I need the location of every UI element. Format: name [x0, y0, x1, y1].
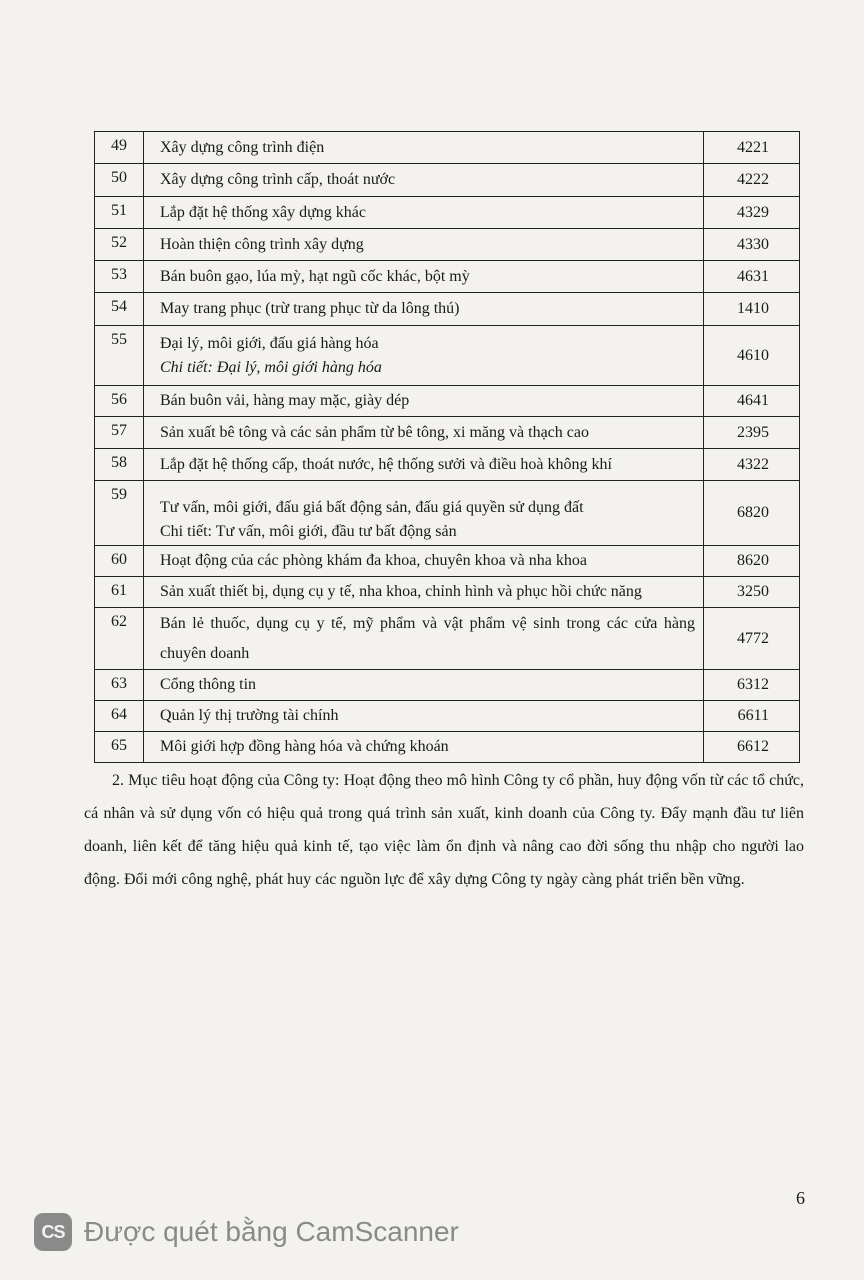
row-code: 6611 [704, 701, 800, 732]
row-number: 64 [95, 701, 144, 732]
table-row [95, 546, 800, 577]
table-row [95, 481, 800, 546]
row-number: 58 [95, 449, 144, 481]
camscanner-logo-icon: CS [34, 1213, 72, 1251]
row-number: 49 [95, 132, 144, 164]
row-number: 63 [95, 670, 144, 701]
table-row [95, 386, 800, 417]
row-code: 2395 [704, 417, 800, 449]
table-row [95, 132, 800, 164]
row-number: 65 [95, 732, 144, 763]
row-description: Môi giới hợp đồng hàng hóa và chứng khoán [144, 732, 704, 763]
row-description: Bán buôn gạo, lúa mỳ, hạt ngũ cốc khác, bột mỳ [144, 261, 704, 293]
table-row [95, 449, 800, 481]
row-code: 4330 [704, 229, 800, 261]
row-detail: Chi tiết: Đại lý, môi giới hàng hóa [160, 358, 382, 376]
table-row [95, 701, 800, 732]
row-description: Xây dựng công trình cấp, thoát nước [144, 164, 704, 197]
row-code: 4221 [704, 132, 800, 164]
row-number: 60 [95, 546, 144, 577]
row-description: Lắp đặt hệ thống cấp, thoát nước, hệ thống sưởi và điều hoà không khí [144, 449, 704, 481]
row-description: Bán lẻ thuốc, dụng cụ y tế, mỹ phẩm và vật phẩm vệ sinh trong các cửa hàng chuyên doanh [144, 608, 704, 670]
row-description: Đại lý, môi giới, đấu giá hàng hóa [160, 334, 379, 352]
row-number: 54 [95, 293, 144, 326]
row-number: 57 [95, 417, 144, 449]
watermark-text: Được quét bằng CamScanner [84, 1216, 459, 1247]
row-number: 53 [95, 261, 144, 293]
row-description: Sản xuất bê tông và các sản phẩm từ bê tông, xi măng và thạch cao [144, 417, 704, 449]
table-row [95, 670, 800, 701]
row-code: 4322 [704, 449, 800, 481]
row-code: 4772 [704, 608, 800, 670]
row-description: Xây dựng công trình điện [144, 132, 704, 164]
row-description: Cổng thông tin [144, 670, 704, 701]
table-row [95, 197, 800, 229]
row-number: 52 [95, 229, 144, 261]
row-code: 4641 [704, 386, 800, 417]
objectives-paragraph: 2. Mục tiêu hoạt động của Công ty: Hoạt động theo mô hình Công ty cổ phần, huy động vốn từ các tổ chức, cá nhân và sử dụng vốn có hiệu quả trong quá trình sản xuất, kinh doanh của Công ty. Đẩy mạnh đầu tư liên doanh, liên kết để tăng hiệu quả kinh tế, tạo việc làm ổn định và nâng cao đời sống thu nhập cho người lao động. Đổi mới công nghệ, phát huy các nguồn lực để xây dựng Công ty ngày càng phát triển bền vững. [84, 772, 804, 888]
table-row [95, 608, 800, 670]
row-code: 6312 [704, 670, 800, 701]
row-code: 8620 [704, 546, 800, 577]
row-number: 59 [95, 481, 144, 546]
table-row [95, 577, 800, 608]
row-description: May trang phục (trừ trang phục từ da lông thú) [144, 293, 704, 326]
row-code: 4631 [704, 261, 800, 293]
table-row [95, 326, 800, 386]
row-number: 50 [95, 164, 144, 197]
row-number: 56 [95, 386, 144, 417]
row-code: 4329 [704, 197, 800, 229]
page-number: 6 [796, 1188, 805, 1208]
row-description: Sản xuất thiết bị, dụng cụ y tế, nha khoa, chỉnh hình và phục hồi chức năng [144, 577, 704, 608]
row-description-cell [144, 481, 704, 546]
row-code: 6612 [704, 732, 800, 763]
row-number: 55 [95, 326, 144, 386]
table-row [95, 261, 800, 293]
row-code: 4610 [704, 326, 800, 386]
row-description: Lắp đặt hệ thống xây dựng khác [144, 197, 704, 229]
table-row [95, 293, 800, 326]
camscanner-watermark [34, 1212, 459, 1252]
table-row [95, 229, 800, 261]
row-code: 1410 [704, 293, 800, 326]
row-description: Tư vấn, môi giới, đấu giá bất động sản, đấu giá quyền sử dụng đất [160, 499, 584, 516]
row-description: Hoàn thiện công trình xây dựng [144, 229, 704, 261]
table-row [95, 164, 800, 197]
row-code: 6820 [704, 481, 800, 546]
row-description: Quản lý thị trường tài chính [144, 701, 704, 732]
row-number: 62 [95, 608, 144, 670]
table-row [95, 732, 800, 763]
business-lines-table [94, 131, 800, 763]
row-description: Bán buôn vải, hàng may mặc, giày dép [144, 386, 704, 417]
row-description: Hoạt động của các phòng khám đa khoa, chuyên khoa và nha khoa [144, 546, 704, 577]
row-number: 51 [95, 197, 144, 229]
row-number: 61 [95, 577, 144, 608]
row-code: 4222 [704, 164, 800, 197]
row-detail: Chi tiết: Tư vấn, môi giới, đầu tư bất động sản [160, 523, 457, 540]
table-row [95, 417, 800, 449]
row-code: 3250 [704, 577, 800, 608]
row-description-cell [144, 326, 704, 386]
